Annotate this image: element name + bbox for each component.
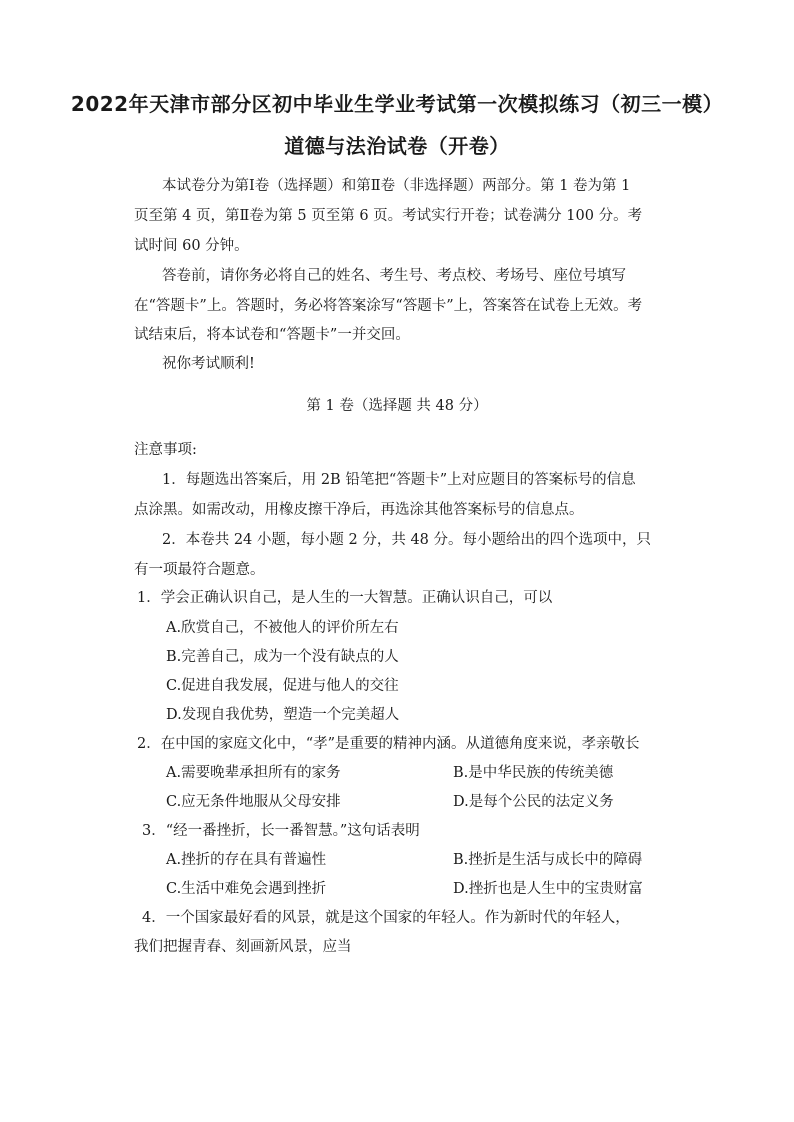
- note-line: 2．本卷共 24 小题，每小题 2 分，共 48 分。每小题给出的四个选项中，只: [162, 532, 652, 548]
- section-heading: 第 1 卷（选择题 共 48 分）: [306, 398, 488, 414]
- intro-paragraph-line: 试结束后，将本试卷和“答题卡”一并交回。: [134, 327, 410, 343]
- intro-paragraph-line: 本试卷分为第Ⅰ卷（选择题）和第Ⅱ卷（非选择题）两部分。第 1 卷为第 1: [162, 178, 631, 194]
- question-option: A.需要晚辈承担所有的家务: [166, 765, 341, 781]
- exam-title: 2022年天津市部分区初中毕业生学业考试第一次模拟练习（初三一模）: [70, 92, 724, 116]
- question-option: A.欣赏自己，不被他人的评价所左右: [166, 620, 399, 636]
- question-stem: 我们把握青春、刻画新风景，应当: [134, 939, 352, 955]
- question-option: A.挫折的存在具有普遍性: [166, 852, 327, 868]
- question-stem: 2．在中国的家庭文化中，“孝”是重要的精神内涵。从道德角度来说，孝亲敬长: [137, 736, 640, 752]
- note-line: 1．每题选出答案后，用 2B 铅笔把“答题卡”上对应题目的答案标号的信息: [162, 472, 636, 488]
- question-option: C.应无条件地服从父母安排: [166, 794, 341, 810]
- intro-paragraph-line: 答卷前，请你务必将自己的姓名、考生号、考点校、考场号、座位号填写: [162, 268, 626, 284]
- question-option: D.挫折也是人生中的宝贵财富: [453, 881, 643, 897]
- question-option: B.挫折是生活与成长中的障碍: [453, 852, 643, 868]
- intro-paragraph-line: 页至第 4 页，第Ⅱ卷为第 5 页至第 6 页。考试实行开卷；试卷满分 100 分。考: [134, 208, 643, 224]
- question-option: C.生活中难免会遇到挫折: [166, 881, 327, 897]
- exam-subtitle: 道德与法治试卷（开卷）: [284, 134, 510, 158]
- intro-paragraph-line: 试时间 60 分钟。: [134, 238, 249, 254]
- question-option: B.是中华民族的传统美德: [453, 765, 614, 781]
- note-line: 点涂黑。如需改动，用橡皮擦干净后，再选涂其他答案标号的信息点。: [134, 502, 584, 518]
- notes-label: 注意事项:: [134, 442, 197, 458]
- question-stem: 3．“经一番挫折，长一番智慧。”这句话表明: [142, 823, 420, 839]
- intro-paragraph-line: 在“答题卡”上。答题时，务必将答案涂写“答题卡”上，答案答在试卷上无效。考: [134, 298, 643, 314]
- question-stem: 4．一个国家最好看的风景，就是这个国家的年轻人。作为新时代的年轻人，: [142, 910, 630, 926]
- question-option: D.发现自我优势，塑造一个完美超人: [166, 707, 400, 723]
- good-luck-text: 祝你考试顺利!: [162, 356, 255, 372]
- question-stem: 1．学会正确认识自己，是人生的一大智慧。正确认识自己，可以: [137, 590, 553, 606]
- note-line: 有一项最符合题意。: [134, 562, 265, 578]
- question-option: C.促进自我发展，促进与他人的交往: [166, 678, 399, 694]
- question-option: D.是每个公民的法定义务: [453, 794, 614, 810]
- question-option: B.完善自己，成为一个没有缺点的人: [166, 649, 399, 665]
